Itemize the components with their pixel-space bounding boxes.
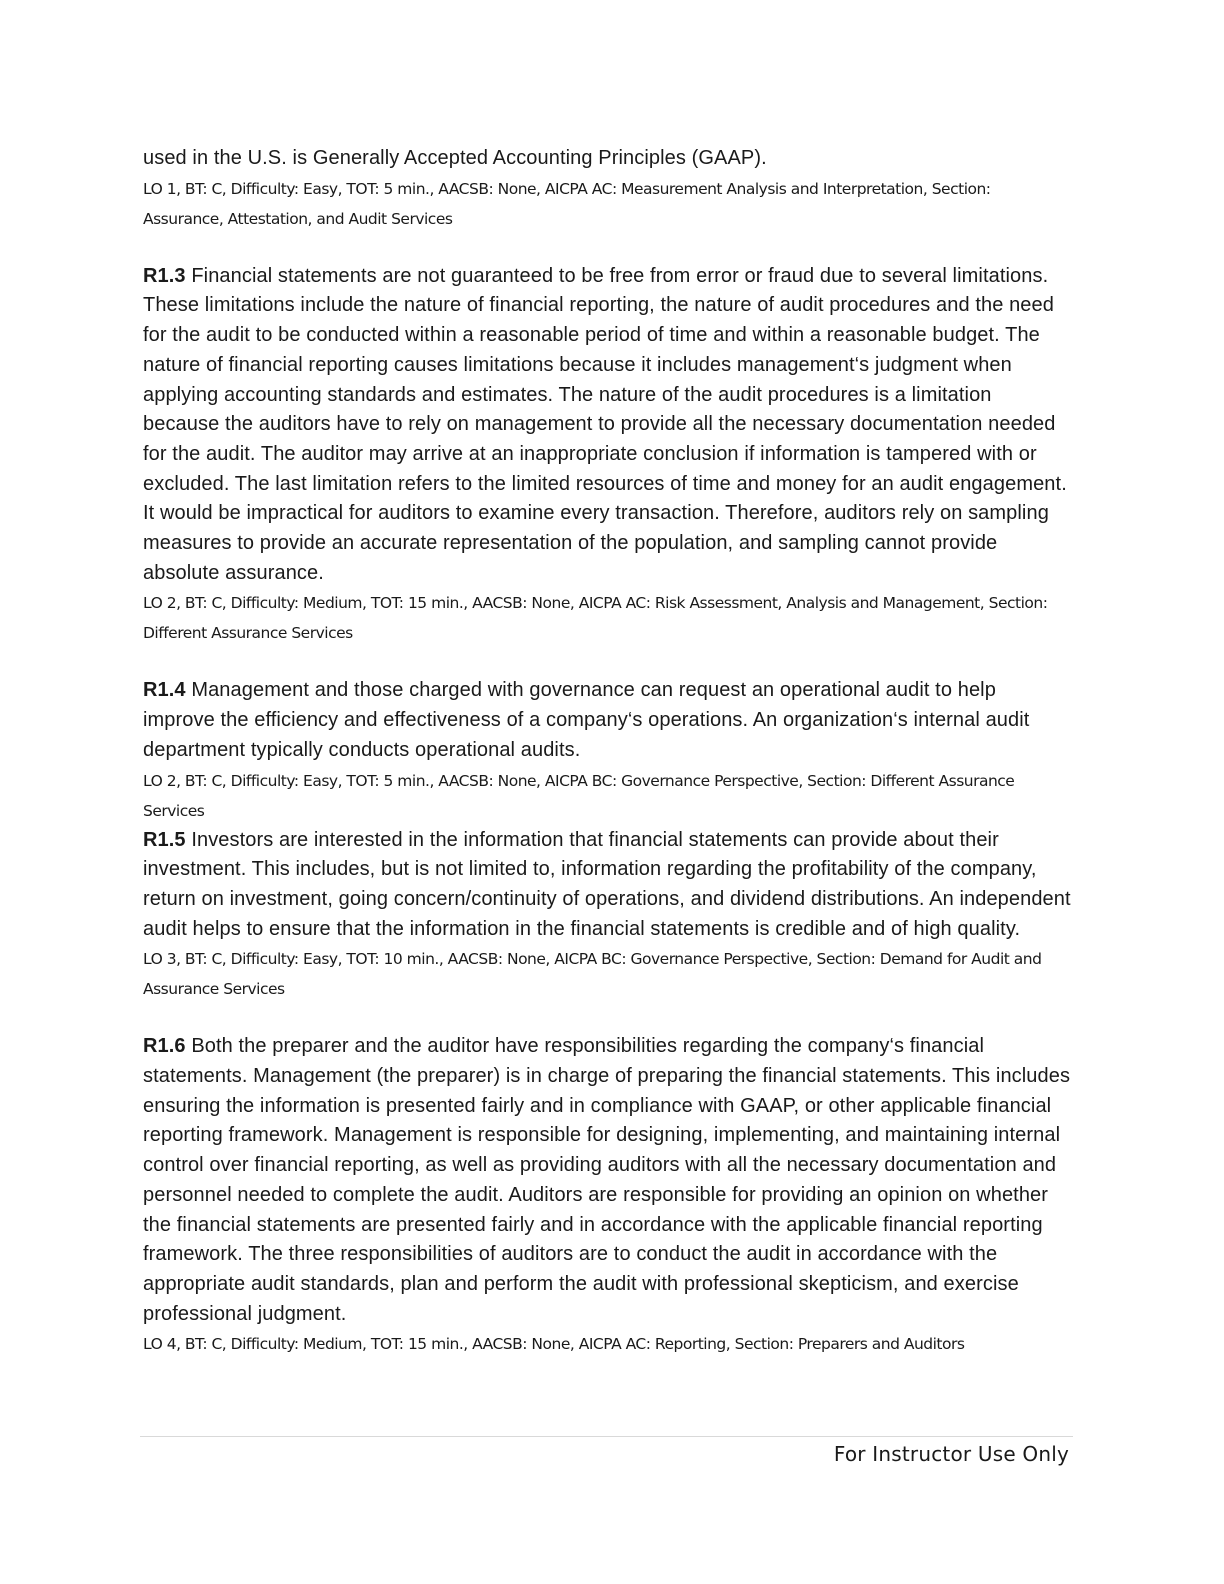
answer-label: R1.6 <box>143 1035 186 1058</box>
answer-label: R1.4 <box>143 679 186 702</box>
footer-notice: For Instructor Use Only <box>833 1442 1069 1466</box>
footer-divider <box>140 1436 1073 1437</box>
answer-label: R1.3 <box>143 264 186 287</box>
answer-metadata: LO 2, BT: C, Difficulty: Medium, TOT: 15 min., AACSB: None, AICPA AC: Risk Assessment, Analysis and Management, Section: Different Assurance Services <box>143 594 1048 643</box>
spacer <box>143 234 1073 262</box>
answer-metadata: LO 3, BT: C, Difficulty: Easy, TOT: 10 min., AACSB: None, AICPA BC: Governance Perspective, Section: Demand for Audit and Assurance Services <box>143 950 1042 999</box>
answer-metadata: LO 1, BT: C, Difficulty: Easy, TOT: 5 min., AACSB: None, AICPA AC: Measurement Analysis and Interpretation, Section: Assurance, Attestation, and Audit Services <box>143 179 991 228</box>
answer-metadata: LO 2, BT: C, Difficulty: Easy, TOT: 5 min., AACSB: None, AICPA BC: Governance Perspective, Section: Different Assurance Services <box>143 771 1015 820</box>
answer-metadata: LO 4, BT: C, Difficulty: Medium, TOT: 15 min., AACSB: None, AICPA AC: Reporting, Section: Preparers and Auditors <box>143 1335 965 1354</box>
answer-text: Financial statements are not guaranteed to be free from error or fraud due to several limitations. These limitations include the nature of financial reporting, the nature of audit procedures and the need for the audit to be conducted within a reasonable period of time and within a reasonable budget. The nature of financial reporting causes limitations because it includes management‘s judgment when applying accounting standards and estimates. The nature of the audit procedures is a limitation because the auditors have to rely on management to provide all the necessary documentation needed for the audit. The auditor may arrive at an inappropriate conclusion if information is tampered with or excluded. The last limitation refers to the limited resources of time and money for an audit engagement. It would be impractical for auditors to examine every transaction. Therefore, auditors rely on sampling measures to provide an accurate representation of the population, and sampling cannot provide absolute assurance. <box>143 264 1067 584</box>
answer-block-continued <box>143 144 1073 234</box>
answer-block-r1-3 <box>143 262 1073 649</box>
document-body <box>143 144 1073 1359</box>
spacer <box>143 1004 1073 1032</box>
answer-text: Management and those charged with governance can request an operational audit to help improve the efficiency and effectiveness of a company‘s operations. An organization‘s internal audit department typically conducts operational audits. <box>143 679 1030 761</box>
answer-block-r1-4 <box>143 676 1073 825</box>
answer-text: used in the U.S. is Generally Accepted Accounting Principles (GAAP). <box>143 147 767 169</box>
answer-block-r1-5 <box>143 826 1073 1005</box>
spacer <box>143 648 1073 676</box>
answer-label: R1.5 <box>143 828 186 851</box>
answer-text: Both the preparer and the auditor have responsibilities regarding the company‘s financial statements. Management (the preparer) is in charge of preparing the financial statements. This includes ensuring the information is presented fairly and in compliance with GAAP, or other applicable financial reporting framework. Management is responsible for designing, implementing, and maintaining internal control over financial reporting, as well as providing auditors with all the necessary documentation and personnel needed to complete the audit. Auditors are responsible for providing an opinion on whether the financial statements are presented fairly and in accordance with the applicable financial reporting framework. The three responsibilities of auditors are to conduct the audit in accordance with the appropriate audit standards, plan and perform the audit with professional skepticism, and exercise professional judgment. <box>143 1035 1071 1325</box>
answer-block-r1-6 <box>143 1032 1073 1359</box>
answer-text: Investors are interested in the information that financial statements can provide about their investment. This includes, but is not limited to, information regarding the profitability of the company, return on investment, going concern/continuity of operations, and dividend distributions. An independent audit helps to ensure that the information in the financial statements is credible and of high quality. <box>143 828 1071 940</box>
